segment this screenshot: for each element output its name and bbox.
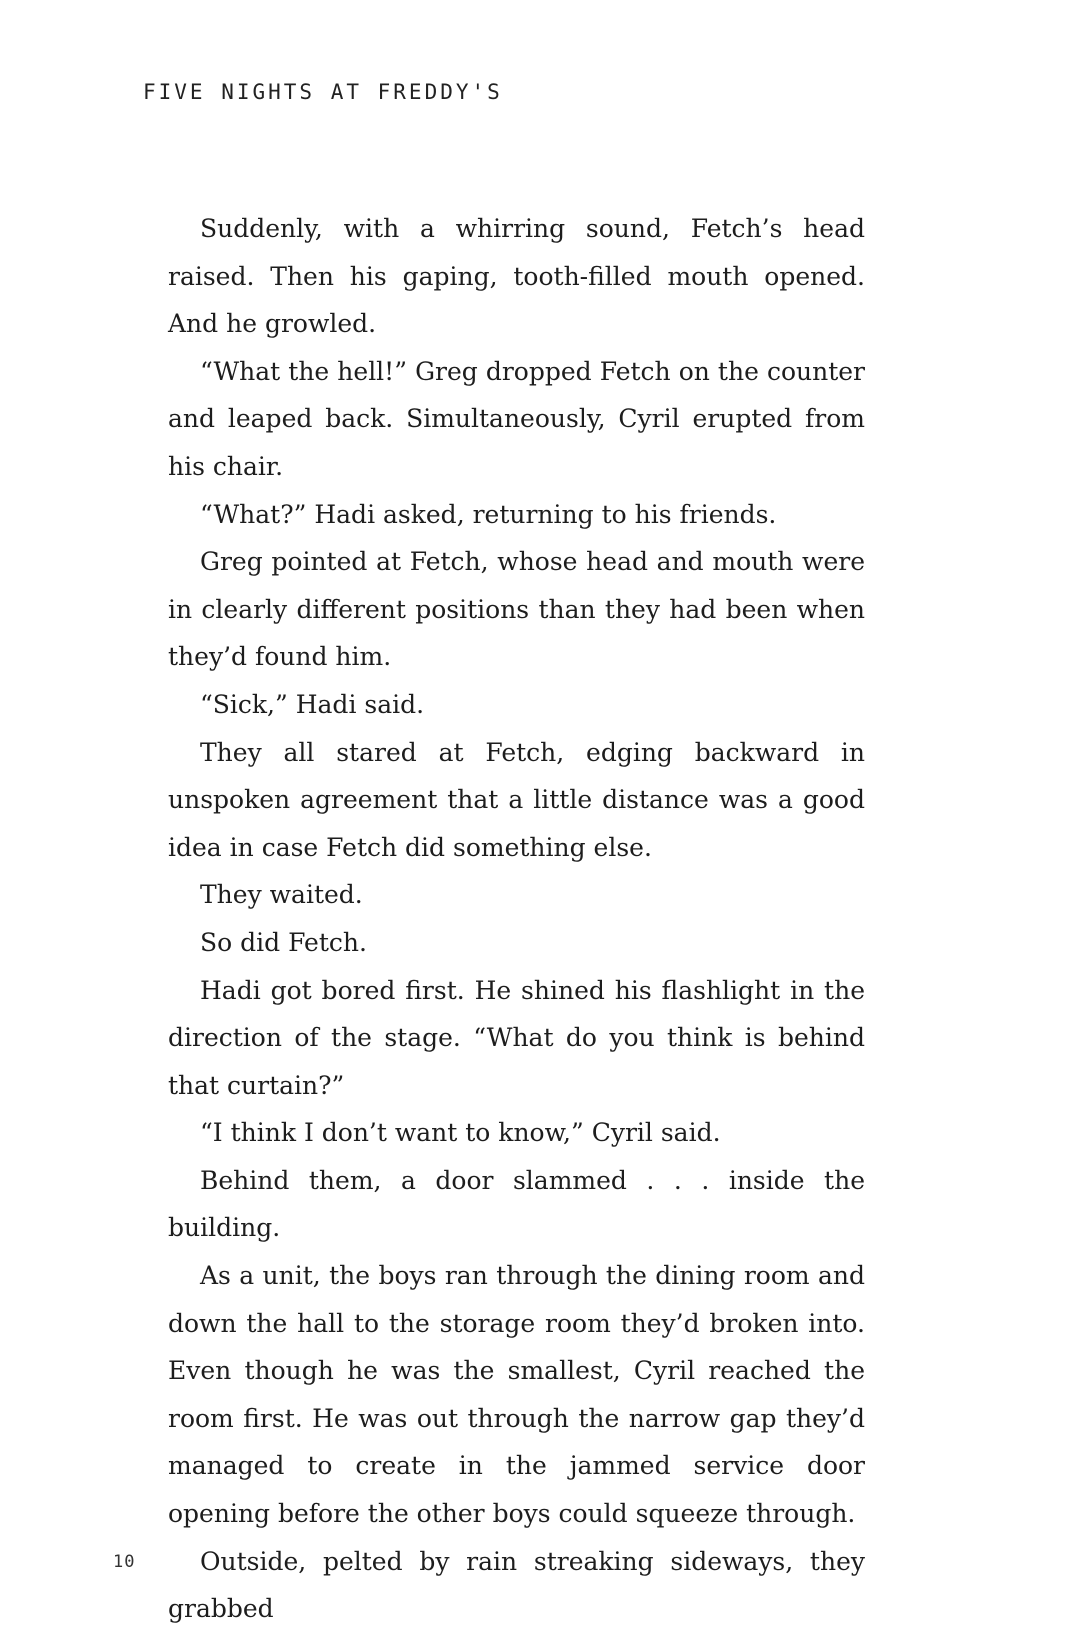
paragraph: Behind them, a door slammed . . . inside the building. xyxy=(168,1165,865,1243)
paragraph: “What the hell!” Greg dropped Fetch on the counter and leaped back. Simultaneously, Cyril erupted from his chair. xyxy=(168,356,865,481)
paragraph: Outside, pelted by rain streaking sideways, they grabbed xyxy=(168,1546,865,1624)
paragraph: “I think I don’t want to know,” Cyril said. xyxy=(200,1118,721,1148)
paragraph: “What?” Hadi asked, returning to his friends. xyxy=(200,499,777,529)
paragraph: “Sick,” Hadi said. xyxy=(200,689,425,719)
running-head: FIVE NIGHTS AT FREDDY'S xyxy=(143,80,503,104)
paragraph: They all stared at Fetch, edging backward in unspoken agreement that a little distance was a good idea in case Fetch did something else. xyxy=(168,737,865,862)
paragraph: They waited. xyxy=(200,880,363,910)
body-text xyxy=(168,205,865,1633)
page-number: 10 xyxy=(113,1552,136,1572)
paragraph: Greg pointed at Fetch, whose head and mouth were in clearly different positions than they had been when they’d found him. xyxy=(168,547,865,672)
paragraph: So did Fetch. xyxy=(200,927,367,957)
paragraph: Hadi got bored first. He shined his flashlight in the direction of the stage. “What do you think is behind that curtain?” xyxy=(168,975,865,1100)
paragraph: As a unit, the boys ran through the dining room and down the hall to the storage room they’d broken into. Even though he was the smallest, Cyril reached the room first. He was out through the narrow gap they’d managed to create in the jammed service door opening before the other boys could squeeze through. xyxy=(168,1261,865,1529)
paragraph: Suddenly, with a whirring sound, Fetch’s head raised. Then his gaping, tooth-filled mouth opened. And he growled. xyxy=(168,214,865,339)
